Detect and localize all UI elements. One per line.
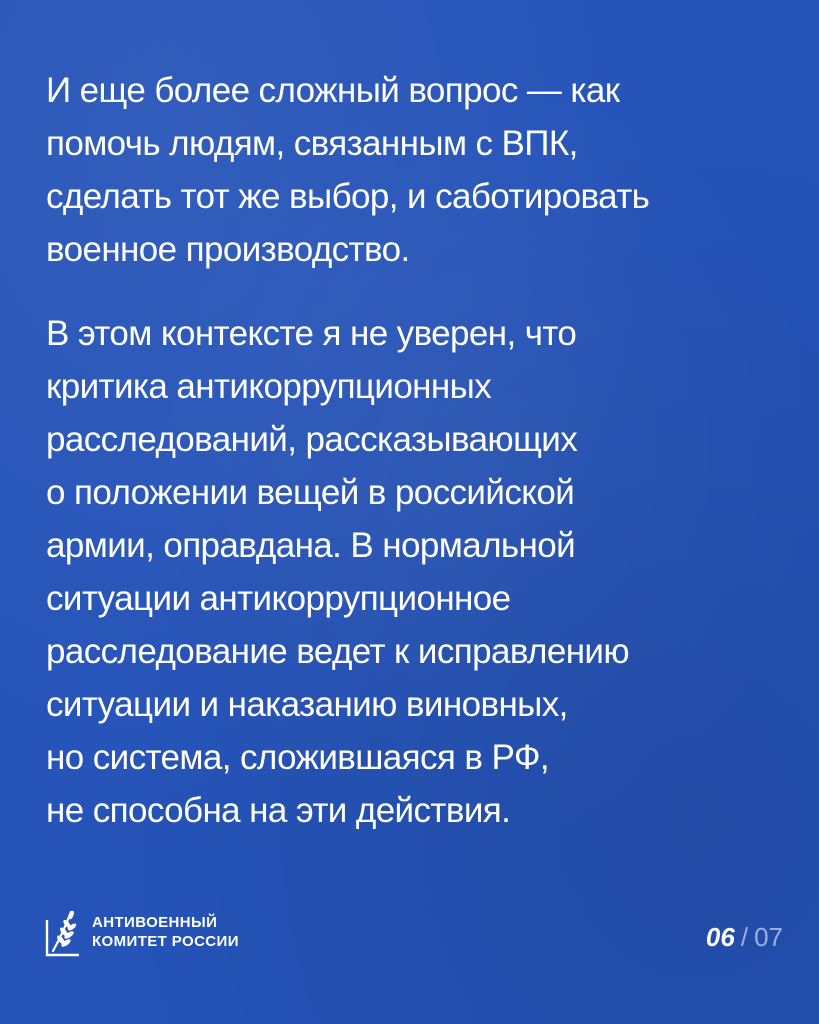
body-text — [46, 64, 786, 837]
page-current: 06 — [705, 922, 735, 952]
paragraph-1: И еще более сложный вопрос — как помочь людям, связанным с ВПК, сделать тот же выбор, и саботировать военное производство. — [46, 71, 650, 269]
logo-line-2: КОМИТЕТ РОССИИ — [92, 933, 239, 950]
organization-logo — [44, 906, 239, 958]
page-counter — [706, 922, 783, 952]
logo-line-1: АНТИВОЕННЫЙ — [92, 914, 218, 931]
paragraph-2: В этом контексте я не уверен, что критика антикоррупционных расследований, рассказывающих о положении вещей в российской армии, оправдана. В нормальной ситуации антикоррупционное расследование ведет к исправлению ситуации и наказанию виновных, но система, сложившаяся в РФ, не способна на эти действия. — [46, 314, 630, 830]
page-total: 07 — [754, 922, 783, 952]
logo-text — [92, 913, 239, 951]
wheat-ear-icon — [44, 906, 82, 958]
page-separator: / — [740, 922, 749, 952]
